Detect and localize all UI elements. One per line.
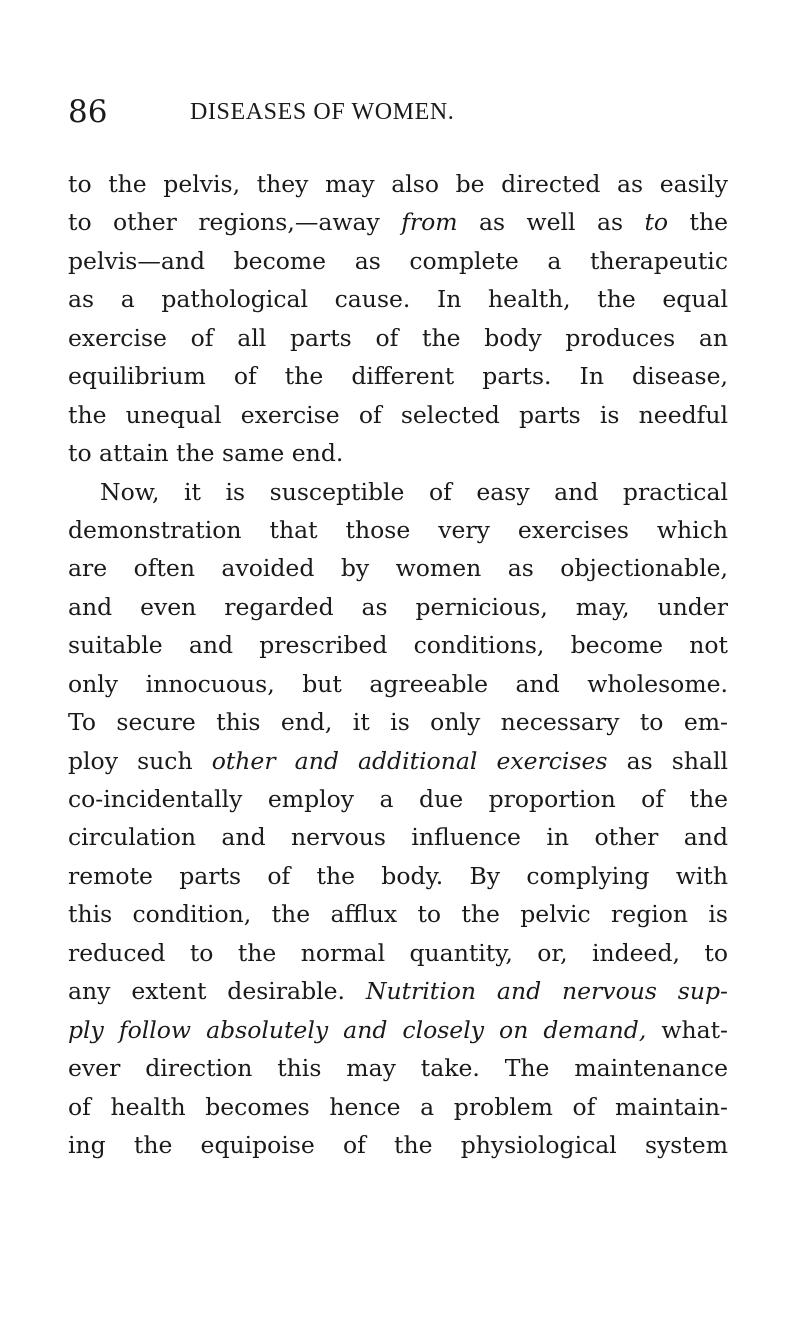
text-line bbox=[68, 588, 728, 626]
text-line bbox=[68, 1049, 728, 1087]
text-segment: only innocuous, but agreeable and wholesome. bbox=[68, 669, 728, 698]
text-line bbox=[68, 434, 728, 472]
text-line bbox=[68, 780, 728, 818]
text-line bbox=[68, 396, 728, 434]
text-line bbox=[68, 934, 728, 972]
text-line bbox=[68, 319, 728, 357]
text-segment: ploy such bbox=[68, 746, 212, 775]
text-segment: this condition, the afflux to the pelvic region is bbox=[68, 900, 728, 929]
text-segment: to the pelvis, they may also be directed as easily bbox=[68, 170, 728, 198]
text-line bbox=[68, 357, 728, 395]
text-segment: as a pathological cause. In health, the equal bbox=[68, 285, 728, 314]
text-line bbox=[68, 742, 728, 780]
text-line bbox=[68, 1011, 728, 1049]
text-line bbox=[68, 703, 728, 741]
text-line bbox=[68, 1126, 728, 1164]
body-text bbox=[68, 165, 728, 1164]
text-segment: To secure this end, it is only necessary to em- bbox=[68, 708, 728, 737]
italic-text: other and additional exercises bbox=[211, 746, 608, 775]
text-segment: and even regarded as pernicious, may, under bbox=[68, 592, 728, 621]
text-line bbox=[68, 203, 728, 241]
text-line bbox=[68, 549, 728, 587]
text-line bbox=[68, 511, 728, 549]
text-segment: Now, it is susceptible of easy and practical bbox=[100, 477, 728, 506]
text-line bbox=[68, 473, 728, 511]
page-number: 86 bbox=[68, 94, 108, 130]
text-segment: to attain the same end. bbox=[68, 439, 344, 468]
text-line bbox=[68, 242, 728, 280]
text-segment: to other regions,—away bbox=[68, 208, 402, 237]
italic-text: ply follow absolutely and closely on demand, bbox=[68, 1015, 647, 1044]
text-segment: the unequal exercise of selected parts is needful bbox=[68, 400, 728, 429]
text-segment: what- bbox=[646, 1015, 728, 1044]
text-segment: remote parts of the body. By complying with bbox=[68, 861, 728, 890]
text-segment: as well as bbox=[457, 208, 645, 237]
text-segment: suitable and prescribed conditions, become not bbox=[68, 631, 728, 660]
italic-text: to bbox=[644, 208, 669, 237]
text-line bbox=[68, 1088, 728, 1126]
text-segment: co-incidentally employ a due proportion of the bbox=[68, 785, 728, 813]
running-title: DISEASES OF WOMEN. bbox=[190, 99, 455, 125]
italic-text: Nutrition and nervous sup- bbox=[365, 977, 728, 1006]
text-line bbox=[68, 972, 728, 1010]
text-segment: exercise of all parts of the body produces an bbox=[68, 323, 728, 352]
italic-text: from bbox=[401, 208, 458, 237]
text-segment: equilibrium of the different parts. In disease, bbox=[68, 362, 728, 391]
text-segment: reduced to the normal quantity, or, indeed, to bbox=[68, 938, 728, 967]
text-segment: are often avoided by women as objectionable, bbox=[68, 554, 728, 583]
text-segment: ever direction this may take. The maintenance bbox=[68, 1054, 728, 1083]
text-line bbox=[68, 818, 728, 856]
text-segment: ing the equipoise of the physiological system bbox=[68, 1130, 728, 1159]
text-line bbox=[68, 165, 728, 203]
text-segment: pelvis—and become as complete a therapeutic bbox=[68, 246, 728, 275]
text-segment: of health becomes hence a problem of maintain- bbox=[68, 1092, 728, 1121]
text-segment: demonstration that those very exercises which bbox=[68, 515, 728, 544]
page-header bbox=[68, 92, 728, 132]
text-line bbox=[68, 895, 728, 933]
text-segment: any extent desirable. bbox=[68, 977, 366, 1006]
text-line bbox=[68, 857, 728, 895]
text-segment: as shall bbox=[607, 746, 729, 775]
text-line bbox=[68, 665, 728, 703]
text-line bbox=[68, 280, 728, 318]
text-segment: the bbox=[668, 208, 728, 237]
text-line bbox=[68, 626, 728, 664]
text-segment: circulation and nervous influence in other and bbox=[68, 823, 728, 852]
